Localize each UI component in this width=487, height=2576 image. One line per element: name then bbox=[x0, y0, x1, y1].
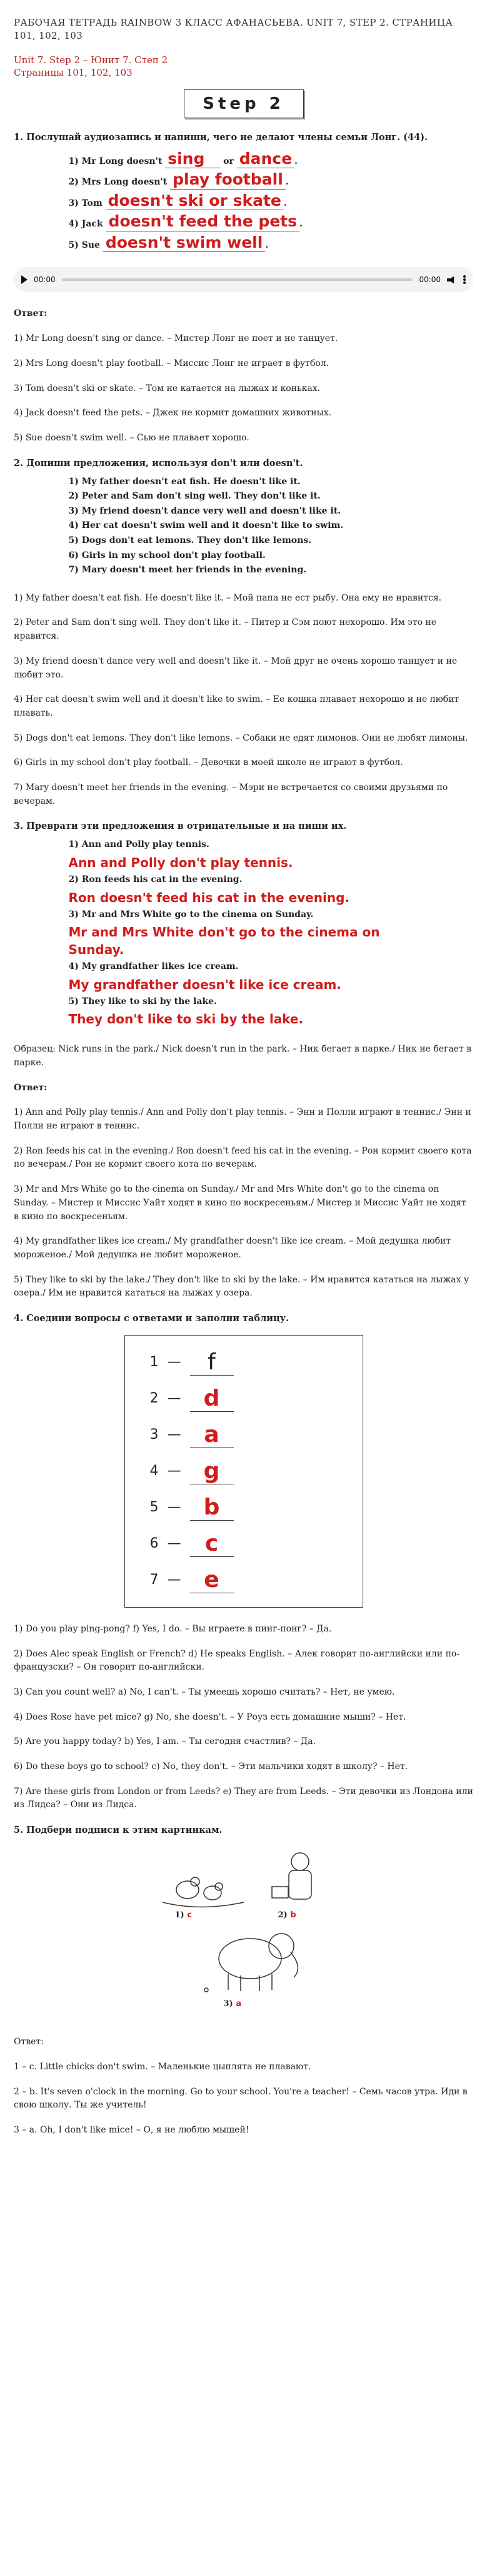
exercise-answer: My grandfather doesn't like ice cream. bbox=[68, 976, 341, 992]
exercise-answer: They don't like to ski by the lake. bbox=[68, 1012, 304, 1027]
table-row: 3 — a bbox=[150, 1417, 338, 1453]
answer-line: 4) Does Rose have pet mice? g) No, she doesn't. – У Роуз есть домашние мыши? – Нет. bbox=[14, 1711, 406, 1722]
answer-line: 5) Dogs don't eat lemons. They don't like lemons. – Собаки не едят лимонов. Они не любят лимоны. bbox=[14, 733, 468, 743]
answer-line: 4) Jack doesn't feed the pets. – Джек не кормит домашних животных. bbox=[14, 408, 332, 418]
more-icon[interactable] bbox=[463, 275, 466, 284]
exercise-image bbox=[69, 476, 419, 577]
picture-label: 1) c bbox=[174, 1910, 192, 1920]
answer-line: 2) Peter and Sam don't sing well. They don't like it. – Питер и Сэм поют нехорошо. Им это не нравится. bbox=[14, 617, 436, 642]
table-row: 7 — e bbox=[150, 1562, 338, 1598]
answer-line: 4) Her cat doesn't swim well and it doesn't like to swim. – Ее кошка плавает нехорошо и не любит плавать. bbox=[14, 694, 459, 718]
exercise-line: 2) Peter and Sam don't sing well. They don't like it. bbox=[68, 491, 321, 502]
table-row: 6 — c bbox=[150, 1526, 338, 1562]
exercise-line: 7) Mary doesn't meet her friends in the evening. bbox=[68, 565, 307, 576]
answer-line: 6) Girls in my school don't play football. – Девочки в моей школе не играют в футбол. bbox=[14, 758, 403, 768]
answer-line: 1) Mr Long doesn't sing or dance. – Мистер Лонг не поет и не танцует. bbox=[14, 333, 338, 344]
task-heading: 2. Допиши предложения, используя don't или doesn't. bbox=[14, 457, 303, 469]
answer-line: 2 – b. It's seven o'clock in the morning. Go to your school. You're a teacher! – Семь часов утра. Иди в свою школу. Ты же учитель! bbox=[14, 2086, 468, 2111]
answer-line: 3) My friend doesn't dance very well and doesn't like it. – Мой друг не очень хорошо танцует и не любит это. bbox=[14, 656, 458, 680]
exercise-line: 5) Dogs don't eat lemons. They don't like lemons. bbox=[68, 535, 312, 545]
answer-label: Ответ: bbox=[14, 308, 48, 319]
exercise-line: 2) Ron feeds his cat in the evening. bbox=[68, 874, 243, 885]
match-table bbox=[124, 1335, 363, 1608]
answer-label: Ответ: bbox=[14, 1082, 48, 1093]
breadcrumb-line[interactable]: Страницы 101, 102, 103 bbox=[14, 67, 133, 79]
pictures-illustration bbox=[150, 1843, 338, 2018]
table-row: 4 — g bbox=[150, 1453, 338, 1489]
exercise-image bbox=[69, 150, 419, 253]
play-icon[interactable] bbox=[21, 275, 28, 284]
answer-line: 7) Are these girls from London or from Leeds? e) They are from Leeds. – Эти девочки из Лондона или из Лидса? – Они из Лидса. bbox=[14, 1786, 473, 1810]
breadcrumb-line[interactable]: Unit 7. Step 2 – Юнит 7. Степ 2 bbox=[14, 54, 168, 66]
answer-line: 4) My grandfather likes ice cream./ My grandfather doesn't like ice cream. – Мой дедушка любит мороженое./ Мой дедушка не любит мороженое. bbox=[14, 1236, 451, 1260]
picture-label: 3) a bbox=[223, 1999, 242, 2009]
volume-icon[interactable] bbox=[447, 276, 457, 283]
exercise-line: 5) Sue doesn't swim well . bbox=[68, 233, 269, 251]
picture-label: 2) b bbox=[278, 1910, 296, 1920]
illustration-icon bbox=[150, 1843, 338, 2018]
answer-line: 3) Mr and Mrs White go to the cinema on Sunday./ Mr and Mrs White don't go to the cinema on Sunday. – Мистер и Миссис Уайт ходят в кино по воскресеньям./ Мистер и Миссис Уайт не ходят в кино по воскресеньям. bbox=[14, 1184, 466, 1222]
exercise-line: 5) They like to ski by the lake. bbox=[68, 996, 217, 1007]
answer-line: 5) Are you happy today? b) Yes, I am. – Ты сегодня счастлив? – Да. bbox=[14, 1737, 316, 1747]
answer-line: 7) Mary doesn't meet her friends in the evening. – Мэри не встречается со своими друзьями по вечерам. bbox=[14, 782, 448, 806]
page-header: РАБОЧАЯ ТЕТРАДЬ RAINBOW 3 КЛАСС АФАНАСЬЕВА. UNIT 7, STEP 2. СТРАНИЦА 101, 102, 103 bbox=[14, 17, 453, 41]
exercise-line: 2) Mrs Long doesn't play football . bbox=[68, 170, 289, 189]
answer-line: 1) Do you play ping-pong? f) Yes, I do. – Вы играете в пинг-понг? – Да. bbox=[14, 1623, 332, 1634]
exercise-answer: Ron doesn't feed his cat in the evening. bbox=[68, 890, 349, 905]
answer-line: 3 – a. Oh, I don't like mice! – О, я не люблю мышей! bbox=[14, 2124, 249, 2135]
answer-line: 1) My father doesn't eat fish. He doesn't like it. – Мой папа не ест рыбу. Она ему не нравится. bbox=[14, 592, 442, 603]
answer-label: Ответ: bbox=[14, 2037, 44, 2047]
step-title: Step 2 bbox=[184, 89, 304, 118]
exercise-line: 4) My grandfather likes ice cream. bbox=[68, 961, 239, 972]
table-row: 2 — d bbox=[150, 1381, 338, 1417]
audio-player bbox=[14, 267, 473, 292]
total-time: 00:00 bbox=[419, 275, 441, 285]
exercise-line: 6) Girls in my school don't play football. bbox=[68, 550, 266, 560]
answer-line: 2) Mrs Long doesn't play football. – Миссис Лонг не играет в футбол. bbox=[14, 358, 329, 368]
answer-line: 2) Does Alec speak English or French? d) He speaks English. – Алек говорит по-английски или по-французски? – Он говорит по-английски. bbox=[14, 1648, 460, 1673]
exercise-line: 1) Ann and Polly play tennis. bbox=[68, 839, 209, 850]
exercise-answer: Ann and Polly don't play tennis. bbox=[68, 854, 293, 870]
exercise-answer: Mr and Mrs White don't go to the cinema on Sunday. bbox=[68, 925, 380, 958]
exercise-line: 1) Mr Long doesn't sing or dance . bbox=[68, 149, 298, 168]
example-line: Образец: Nick runs in the park./ Nick doesn't run in the park. – Ник бегает в парке./ Ник не бегает в парке. bbox=[14, 1044, 472, 1068]
current-time: 00:00 bbox=[34, 275, 56, 285]
answer-line: 1) Ann and Polly play tennis./ Ann and Polly don't play tennis. – Энн и Полли играют в теннис./ Энн и Полли не играют в теннис. bbox=[14, 1107, 471, 1132]
task-heading: 5. Подбери подписи к этим картинкам. bbox=[14, 1825, 223, 1836]
answer-line: 6) Do these boys go to school? c) No, they don't. – Эти мальчики ходят в школу? – Нет. bbox=[14, 1762, 408, 1772]
answer-line: 3) Tom doesn't ski or skate. – Том не катается на лыжах и коньках. bbox=[14, 383, 321, 393]
answer-line: 2) Ron feeds his cat in the evening./ Ron doesn't feed his cat in the evening. – Рон кормит своего кота по вечерам./ Рон не кормит своего кота по вечерам. bbox=[14, 1145, 472, 1170]
exercise-line: 4) Her cat doesn't swim well and it doesn't like to swim. bbox=[68, 520, 344, 531]
exercise-line: 1) My father doesn't eat fish. He doesn't like it. bbox=[68, 476, 301, 487]
task-heading: 3. Преврати эти предложения в отрицательные и на пиши их. bbox=[14, 821, 347, 832]
answer-line: 1 – c. Little chicks don't swim. – Маленькие цыплята не плавают. bbox=[14, 2061, 311, 2072]
exercise-line: 3) Mr and Mrs White go to the cinema on Sunday. bbox=[68, 909, 314, 920]
answer-line: 5) They like to ski by the lake./ They don't like to ski by the lake. – Им нравится кататься на лыжах у озера./ Им не нравится кататься на лыжах у озера. bbox=[14, 1274, 469, 1299]
table-row: 5 — b bbox=[150, 1489, 338, 1526]
seek-bar[interactable] bbox=[62, 278, 413, 281]
exercise-image bbox=[69, 839, 419, 1028]
exercise-line: 3) Tom doesn't ski or skate . bbox=[68, 191, 287, 210]
table-row: 1 — f bbox=[150, 1344, 338, 1381]
answer-line: 5) Sue doesn't swim well. – Сью не плавает хорошо. bbox=[14, 432, 249, 443]
task-heading: 4. Соедини вопросы с ответами и заполни таблицу. bbox=[14, 1312, 289, 1324]
answer-line: 3) Can you count well? a) No, I can't. – Ты умеешь хорошо считать? – Нет, не умею. bbox=[14, 1687, 395, 1698]
breadcrumb bbox=[14, 54, 473, 79]
exercise-line: 4) Jack doesn't feed the pets . bbox=[68, 212, 303, 231]
task-heading: 1. Послушай аудиозапись и напиши, чего не делают члены семьи Лонг. (44). bbox=[14, 131, 428, 143]
exercise-line: 3) My friend doesn't dance very well and doesn't like it. bbox=[68, 505, 341, 516]
